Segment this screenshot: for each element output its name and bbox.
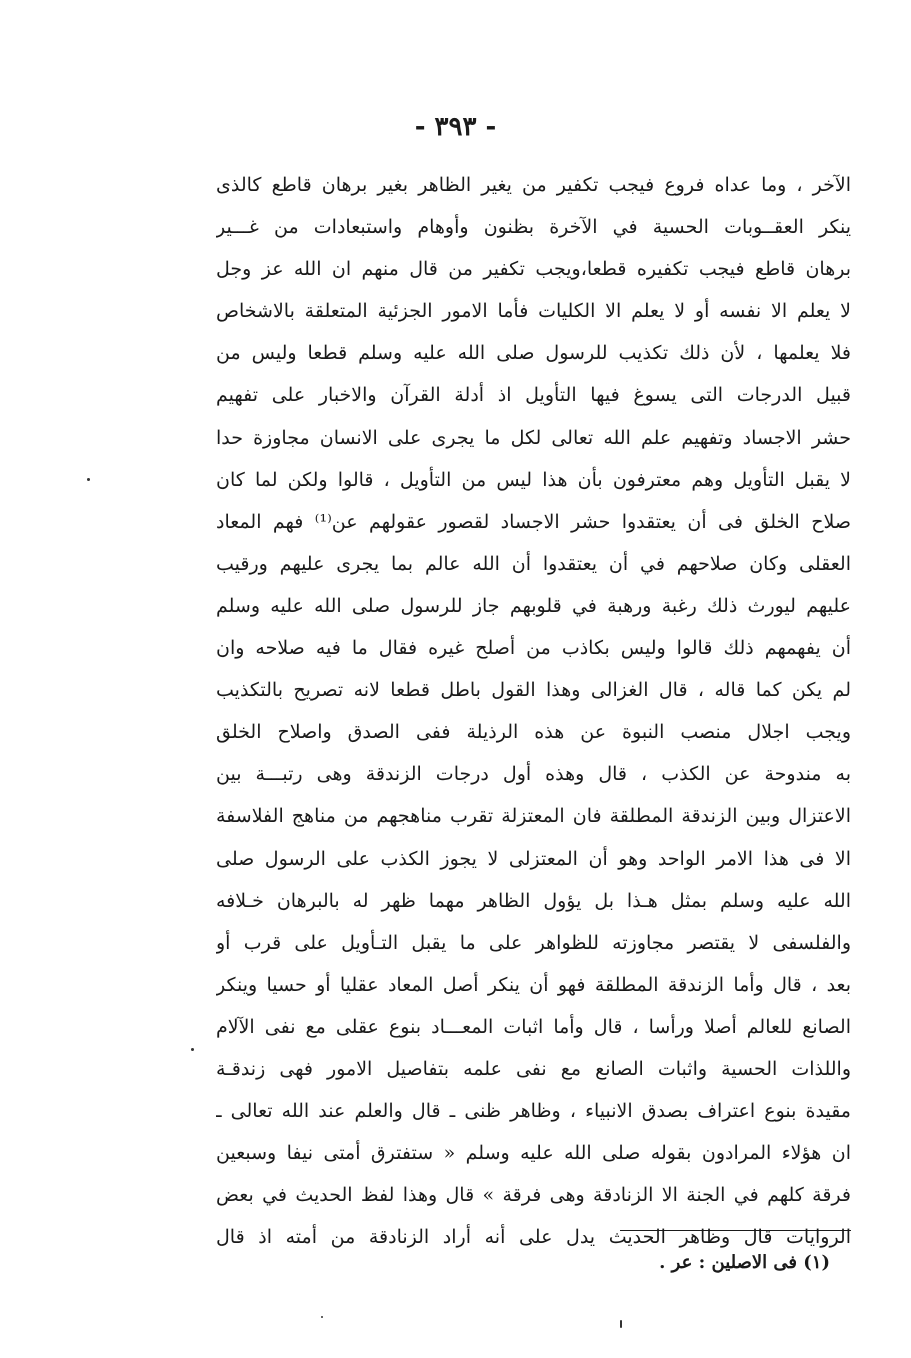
text-line: الروايات قال وظاهر الحديث يدل على أنه أراد الزنادقة من أمته اذ قال xyxy=(216,1226,851,1249)
text-line: بعد ، قال وأما الزندقة المطلقة فهو أن ينكر أصل المعاد عقليا أو حسيا وينكر xyxy=(216,973,851,996)
text-line: عليهم ليورث ذلك رغبة ورهبة في قلوبهم جاز للرسول صلى الله عليه وسلم xyxy=(216,594,851,617)
text-line: فلا يعلمها ، لأن ذلك تكذيب للرسول صلى الله عليه وسلم قطعا وليس من xyxy=(216,342,851,365)
text-line: قبيل الدرجات التى يسوغ فيها التأويل اذ أدلة القرآن والاخبار على تفهيم xyxy=(216,384,851,407)
text-line: ويجب اجلال منصب النبوة عن هذه الرذيلة ففى الصدق واصلاح الخلق xyxy=(216,721,851,744)
scan-speck xyxy=(620,1320,622,1328)
text-line: الا فى هذا الامر الواحد وهو أن المعتزلى لا يجوز الكذب على الرسول صلى xyxy=(216,847,851,870)
footnote-divider xyxy=(620,1230,851,1231)
text-line: واللذات الحسية واثبات الصانع مع نفى علمه بتفاصيل الامور فهى زندقـة xyxy=(216,1057,851,1080)
text-line: لا يعلم الا نفسه أو لا يعلم الا الكليات فأما الامور الجزئية المتعلقة بالاشخاص xyxy=(216,300,851,323)
text-line: حشر الاجساد وتفهيم علم الله تعالى لكل ما يجرى على الانسان مجاوزة حدا xyxy=(216,426,851,449)
text-line: الصانع للعالم أصلا ورأسا ، قال وأما اثبات المعـــاد بنوع عقلى مع نفى الآلام xyxy=(216,1015,851,1038)
text-line: الاعتزال وبين الزندقة المطلقة فان المعتزلة تقرب مناهجهم من مناهج الفلاسفة xyxy=(216,805,851,828)
text-line: ينكر العقــوبات الحسية في الآخرة بظنون وأوهام واستبعادات من غـــير xyxy=(216,216,851,239)
text-line: العقلى وكان صلاحهم في أن يعتقدوا أن الله عالم بما يجرى عليهم ورقيب xyxy=(216,552,851,575)
scan-speck xyxy=(321,1316,323,1318)
body-text xyxy=(216,164,851,1258)
footnote: (١) فى الاصلين : عر . xyxy=(659,1252,830,1273)
text-line: فرقة كلهم في الجنة الا الزنادقة وهى فرقة » قال وهذا لفظ الحديث في بعض xyxy=(216,1184,851,1207)
text-line: برهان قاطع فيجب تكفيره قطعا،ويجب تكفير من قال منهم ان الله عز وجل xyxy=(216,258,851,281)
text-line: مقيدة بنوع اعتراف بصدق الانبياء ، وظاهر ظنى ـ قال والعلم عند الله تعالى ـ xyxy=(216,1100,851,1123)
text-line: ان هؤلاء المرادون بقوله صلى الله عليه وسلم « ستفترق أمتى نيفا وسبعين xyxy=(216,1142,851,1165)
text-line: لم يكن كما قاله ، قال الغزالى وهذا القول باطل قطعا لانه تصريح بالتكذيب xyxy=(216,679,851,702)
text-line: والفلسفى لا يقتصر مجاوزته للظواهر على ما يقبل التـأويل على قرب أو xyxy=(216,931,851,954)
scan-speck xyxy=(191,1048,194,1051)
text-line: صلاح الخلق فى أن يعتقدوا حشر الاجساد لقصور عقولهم عن⁽¹⁾ فهم المعاد xyxy=(216,510,851,533)
text-line: لا يقبل التأويل وهم معترفون بأن هذا ليس من التأويل ، قالوا ولكن لما كان xyxy=(216,468,851,491)
scan-speck xyxy=(87,478,90,481)
page-number: - ٣٩٣ - xyxy=(414,112,497,142)
text-line: الآخر ، وما عداه فروع فيجب تكفير من يغير الظاهر بغير برهان قاطع كالذى xyxy=(216,174,851,196)
text-line: الله عليه وسلم بمثل هـذا بل يؤول الظاهر مهما ظهر له بالبرهان خـلافه xyxy=(216,889,851,912)
text-line: أن يفهمهم ذلك قالوا وليس بكاذب من أصلح غيره فقال ما فيه صلاحه وان xyxy=(216,637,851,660)
text-line: به مندوحة عن الكذب ، قال وهذه أول درجات الزندقة وهى رتبـــة بين xyxy=(216,763,851,786)
